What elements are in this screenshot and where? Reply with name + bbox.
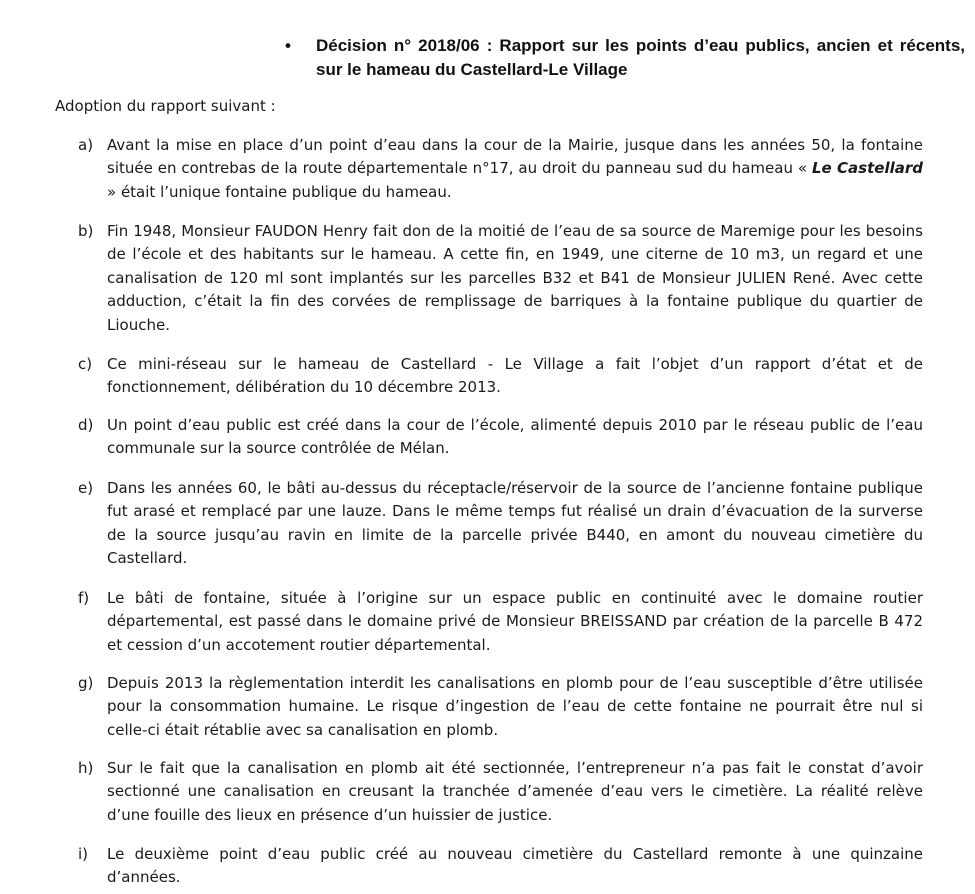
list-item-text: Un point d’eau public est créé dans la cour de l’école, alimenté depuis 2010 par le réseau public de l’eau communale sur la source contrôlée de Mélan.	[107, 416, 923, 458]
list-marker: d)	[78, 416, 94, 434]
decision-title: Décision n° 2018/06 : Rapport sur les points d’eau publics, ancien et récents, sur le hameau du Castellard-Le Village	[316, 36, 965, 79]
list-item-e	[78, 477, 923, 571]
list-item-text-part: » était l’unique fontaine publique du hameau.	[107, 182, 452, 201]
list-item-text: Ce mini-réseau sur le hameau de Castellard - Le Village a fait l’objet d’un rapport d’état et de fonctionnement, délibération du 10 décembre 2013.	[107, 355, 923, 397]
list-item-text-part: Avant la mise en place d’un point d’eau dans la cour de la Mairie, jusque dans les années 50, la fontaine située en contrebas de la route départementale n°17, au droit du panneau sud du hameau «	[107, 136, 923, 178]
list-item-i	[78, 843, 923, 890]
bullet-icon: •	[285, 36, 291, 55]
list-marker: c)	[78, 355, 93, 373]
list-marker: b)	[78, 222, 94, 240]
list-item-text: Le bâti de fontaine, située à l’origine sur un espace public en continuité avec le domaine routier départemental, est passé dans le domaine privé de Monsieur BREISSAND par création de la parcelle B 472 et cession d’un accotement routier départemental.	[107, 589, 923, 654]
decision-heading	[285, 34, 965, 82]
list-marker: f)	[78, 589, 90, 607]
list-item-text	[107, 134, 923, 204]
list-item-g	[78, 672, 923, 742]
list-item-text: Fin 1948, Monsieur FAUDON Henry fait don de la moitié de l’eau de sa source de Maremige pour les besoins de l’école et des habitants sur le hameau. A cette fin, en 1949, une citerne de 10 m3, un regard et une canalisation de 120 ml sont implantés sur les parcelles B32 et B41 de Monsieur JULIEN René. Avec cette adduction, c’était la fin des corvées de remplissage de barriques à la fontaine publique du quartier de Liouche.	[107, 222, 923, 334]
list-item-text: Le deuxième point d’eau public créé au nouveau cimetière du Castellard remonte à une quinzaine d’années.	[107, 845, 923, 887]
list-item-text: Dans les années 60, le bâti au-dessus du réceptacle/réservoir de la source de l’ancienne fontaine publique fut arasé et remplacé par une lauze. Dans le même temps fut réalisé un drain d’évacuation de la surverse de la source jusqu’au ravin en limite de la parcelle privée B440, en amont du nouveau cimetière du Castellard.	[107, 479, 923, 568]
list-marker: i)	[78, 845, 89, 863]
list-item-d	[78, 414, 923, 461]
list-item-text: Sur le fait que la canalisation en plomb ait été sectionnée, l’entrepreneur n’a pas fait le constat d’avoir sectionné une canalisation en creusant la tranchée d’amenée d’eau vers le cimetière. La réalité relève d’une fouille des lieux en présence d’un huissier de justice.	[107, 759, 923, 824]
list-item-h	[78, 757, 923, 827]
list-marker: g)	[78, 674, 94, 692]
list-marker: h)	[78, 759, 94, 777]
intro-text: Adoption du rapport suivant :	[55, 97, 276, 115]
list-item-a	[78, 134, 923, 204]
list-item-b	[78, 220, 923, 337]
list-marker: e)	[78, 479, 94, 497]
list-item-c	[78, 353, 923, 400]
list-item-f	[78, 587, 923, 657]
list-item-text: Depuis 2013 la règlementation interdit les canalisations en plomb pour de l’eau susceptible d’être utilisée pour la consommation humaine. Le risque d’ingestion de l’eau de cette fontaine ne pourrait être nul si celle-ci était rétablie avec sa canalisation en plomb.	[107, 674, 923, 739]
castellard-emphasis: Le Castellard	[811, 159, 923, 178]
list-marker: a)	[78, 136, 94, 154]
